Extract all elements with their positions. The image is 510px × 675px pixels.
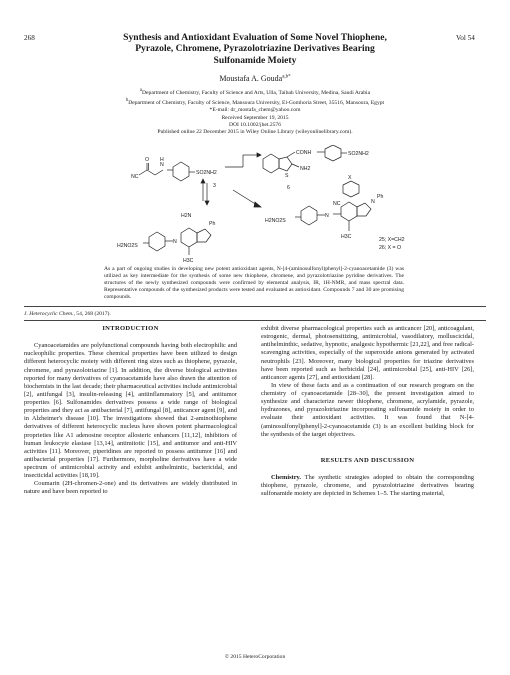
compound-3-structure <box>131 157 217 189</box>
left-column <box>24 325 237 497</box>
journal-citation: J. Heterocyclic Chem., 54, 268 (2017). <box>24 311 111 317</box>
compound-25-26-structure <box>265 175 405 251</box>
oxygen-label: O <box>145 157 150 163</box>
sulfonamide-label: SO2NH2 <box>196 170 217 176</box>
email-line: *E-mail: dr_mostafa_chem@yahoo.com <box>209 107 301 114</box>
divider <box>24 320 486 321</box>
phenyl-label: Ph <box>377 194 384 200</box>
paragraph: Chemistry. The synthetic strategies adopted to obtain the corresponding thiophene, pyrazole, chromene, and pyrazolotriazine derivatives bearing sulfonamide moiety are depicted in Schemes 1–5. The starting material, <box>261 473 474 498</box>
n-label: N <box>371 199 375 205</box>
sulfur-label: S <box>285 173 289 179</box>
h-label: H <box>160 157 164 163</box>
divider <box>24 306 486 307</box>
title-line: Sulfonamide Moiety <box>213 54 297 66</box>
conh-label: CONH <box>296 150 312 156</box>
affiliation-block <box>60 87 450 137</box>
article-title <box>90 32 420 66</box>
paragraph: In view of these facts and as a continuation of our research program on the chemistry of cyanoacetamide [28–30], the present investigation aimed to synthesize and characterize newer thiophene, chromene, acrylamide, pyrazole, hydrazones, and pyrazolotriazine incorporating sulfonamide moiety in order to evaluate their antioxidant activities. It was found that N-[4-(aminosulfonyl)phenyl]-2-cyanoacetamide (3) is an excellent building block for the synthesis of the target objectives. <box>261 381 474 438</box>
reaction-scheme <box>115 145 465 265</box>
compound-25-label: 25; X=CH2 <box>379 237 405 243</box>
section-heading-introduction: INTRODUCTION <box>102 325 159 332</box>
amino-label: NH2 <box>300 166 311 172</box>
copyright-footer: © 2015 HeteroCorporation <box>224 654 286 660</box>
page-number: 268 <box>24 34 35 42</box>
doi-line: DOI 10.1002/jhet.2576 <box>228 121 282 128</box>
received-date: Received September 19, 2015 <box>221 114 289 121</box>
compound-3-number: 3 <box>213 183 216 189</box>
author-name: Moustafa A. Gouda <box>219 74 283 83</box>
x-label: X <box>348 175 352 181</box>
title-line: Synthesis and Antioxidant Evaluation of Some Novel Thiophene, <box>123 32 387 43</box>
section-heading-results: RESULTS AND DISCUSSION <box>320 456 415 464</box>
author-superscript: a,b* <box>282 74 291 80</box>
paragraph: exhibit diverse pharmacological properties such as anticancer [20], anticoagulant, estrogenic, dermal, photosensitizing, antimicrobial, vasodilatory, molluscicidal, antihelminthic, sedative, hypnotic, analgesic hypothermic [21,22], and free radical-scavenging activities, especially of the superoxide anions generated by activated neutrophils [23]. Moreover, many biological properties for triazine derivatives have been reported such as herbicidal [24], antimicrobial [25], anti-HIV [26], anticancer agents [27], and antioxidant [28]. <box>261 325 474 381</box>
volume-label: Vol 54 <box>456 34 475 42</box>
nc-label: NC <box>333 201 341 207</box>
n-label: N <box>173 239 177 245</box>
methyl-label: H3C <box>183 258 194 264</box>
nh-label: N <box>160 162 164 168</box>
methyl-label: H3C <box>341 234 352 240</box>
compound-26-label: 26; X = O <box>379 245 402 251</box>
pyrazolotriazine-structure <box>117 213 215 264</box>
substituent-label: H2NO2S <box>265 218 286 224</box>
published-line: Published online 22 December 2015 in Wiley Online Library (wileyonlinelibrary.com). <box>157 129 353 136</box>
author-line <box>0 74 510 83</box>
title-line: Pyrazole, Chromene, Pyrazolotriazine Derivatives Bearing <box>135 43 375 55</box>
affiliation-b: $^b$Department of Chemistry, Faculty of Science, Mansoura University, El-Gomhoria Street, 35516, Mansoura, Egypt <box>125 98 385 107</box>
paragraph: Coumarin (2H-chromen-2-one) and its derivatives are widely distributed in nature and have been reported to <box>24 480 237 496</box>
substituent-label: H2NO2S <box>117 243 138 249</box>
nc-label: NC <box>131 174 139 180</box>
nh-label: N <box>325 213 329 219</box>
sulfonamide-label: SO2NH2 <box>348 151 369 157</box>
compound-6-structure <box>263 145 369 191</box>
compound-6-number: 6 <box>287 185 290 191</box>
paragraph: Cyanoacetamides are polyfunctional compounds having both electrophilic and nucleophilic properties. These chemical properties have been utilized to design different heterocyclic moiety with different ring sizes such as thiophene, pyrazole, chromene, and pyrazolotriazine [1]. In addition, the diverse biological activities reported for many derivatives of cyanoacetamide have also drawn the attention of biochemists in the last decade; their pharmaceutical activities include antimicrobial [2], antifungal [3], insulin-releasing [4], antiinflammatory [5], and antitumor properties [6]. Sulfonamides derivatives possess a wide range of biological properties and they act as antibacterial [7], antifungal [8], anticancer agent [9], and in Alzheimer's disease [10]. The investigations showed that 2-aminothiophene derivatives of different heterocyclic nucleus have shown potent pharmacological proprieties like A1 adenosine receptor allosteric enhancers [11,12], inhibitors of human leukocyte elastase [13,14], antimitotic [15], and antitumor and anti-HIV activities [11]. Moreover, piperidines are reported to possess antitumor [16] and antibacterial properties [17]. Furthermore, morpholine derivatives have a wide spectrum of antimicrobial activity and exhibit anthelmintic, bactericidal, and insecticidal activities [18,19]. <box>24 342 237 480</box>
phenyl-label: Ph <box>209 221 216 227</box>
right-column <box>261 325 474 498</box>
affiliation-a: $^a$Department of Chemistry, Faculty of Science and Arts, Ulla, Taibah University, Medina, Saudi Arabia <box>139 88 371 96</box>
abstract-text: As a part of ongoing studies in developing new potent antioxidant agents, N-[4-(aminosulfonyl)phenyl]-2-cyanoacetamide (3) was utilized as key intermediate for the synthesis of some new thiophene, chromene, and pyrazolotriazine pyridine derivatives. The structures of the newly synthesized compounds were confirmed by elemental analysis, IR, 1H-NMR, and mass spectral data. Representative compounds of the synthesized products were tested and evaluated as antioxidant. Compounds 7 and 30 are promising compounds. <box>104 266 404 300</box>
h2n-label: H2N <box>181 213 192 219</box>
